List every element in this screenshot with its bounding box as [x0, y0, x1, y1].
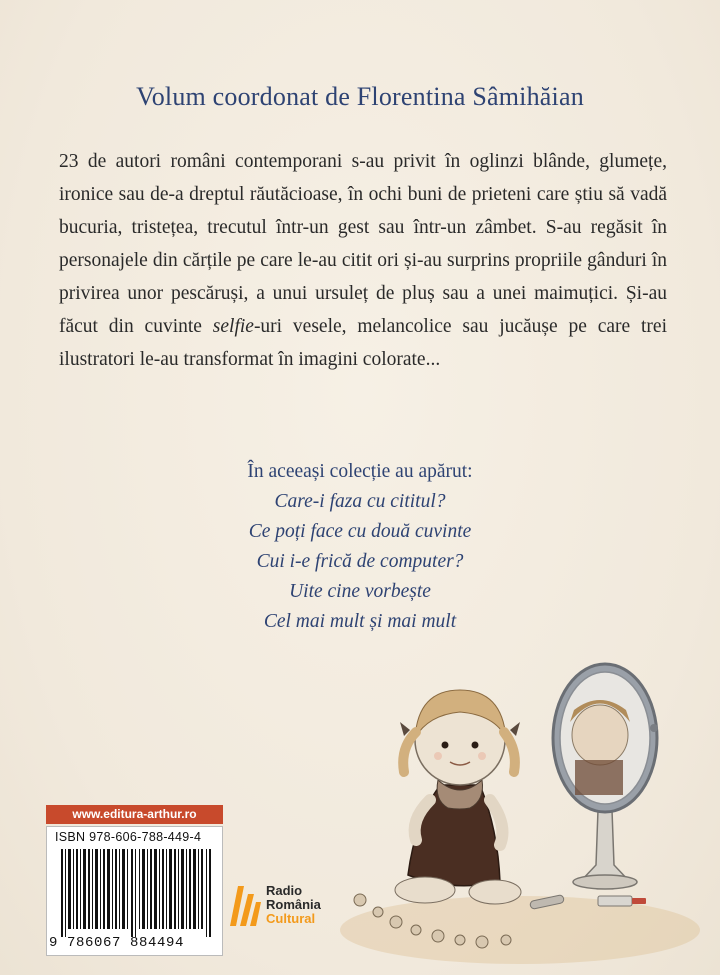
isbn-barcode-box — [46, 826, 223, 956]
doll-mirror-illustration — [330, 660, 710, 970]
radio-wave-icon — [228, 880, 262, 928]
radio-logo-line2: România — [266, 897, 321, 912]
collection-title-2: Ce poți face cu două cuvinte — [248, 521, 472, 542]
radio-logo-text — [266, 884, 321, 926]
isbn-label: ISBN 978-606-788-449-4 — [55, 830, 202, 844]
barcode-icon — [61, 849, 213, 937]
publisher-url: www.editura-arthur.ro — [46, 805, 223, 824]
coordinator-line: Volum coordonat de Florentina Sâmihăian — [136, 82, 584, 111]
blurb-part-1: 23 de autori români contemporani s-au privit în oglinzi blânde, glumețe, ironice sau de-a dreptul răutăcioase, în ochi buni de prieteni care știu să vadă bucuria, tristețea, trecutul într-un gest sau într-un zâmbet. S-au regăsit în personajele din cărțile pe care le-au citit ori și-au surprins propriile gânduri în privirea unor pescăruși, a unui ursuleț de pluș sau a unei maimuțici. Și-au făcut din cuvinte — [59, 151, 667, 337]
radio-logo-line3: Cultural — [266, 911, 316, 926]
radio-logo-line1: Radio — [266, 883, 303, 898]
collection-heading: În aceeași colecție au apărut: — [247, 461, 473, 482]
collection-title-5: Cel mai mult și mai mult — [263, 611, 457, 632]
collection-list — [0, 457, 720, 637]
collection-title-1: Care-i faza cu cititul? — [274, 491, 446, 512]
blurb-text — [59, 145, 667, 376]
blurb-italic-word: selfie — [212, 316, 254, 337]
collection-title-4: Uite cine vorbește — [289, 581, 431, 602]
radio-romania-cultural-logo — [228, 880, 368, 930]
barcode-digits: 9 786067 884494 — [49, 935, 185, 951]
blurb-part-2: -uri vesele, melancolice sau jucăușe pe care trei ilustratori le-au transformat în imagini colorate... — [59, 316, 667, 370]
collection-title-3: Cui i-e frică de computer? — [256, 551, 464, 572]
